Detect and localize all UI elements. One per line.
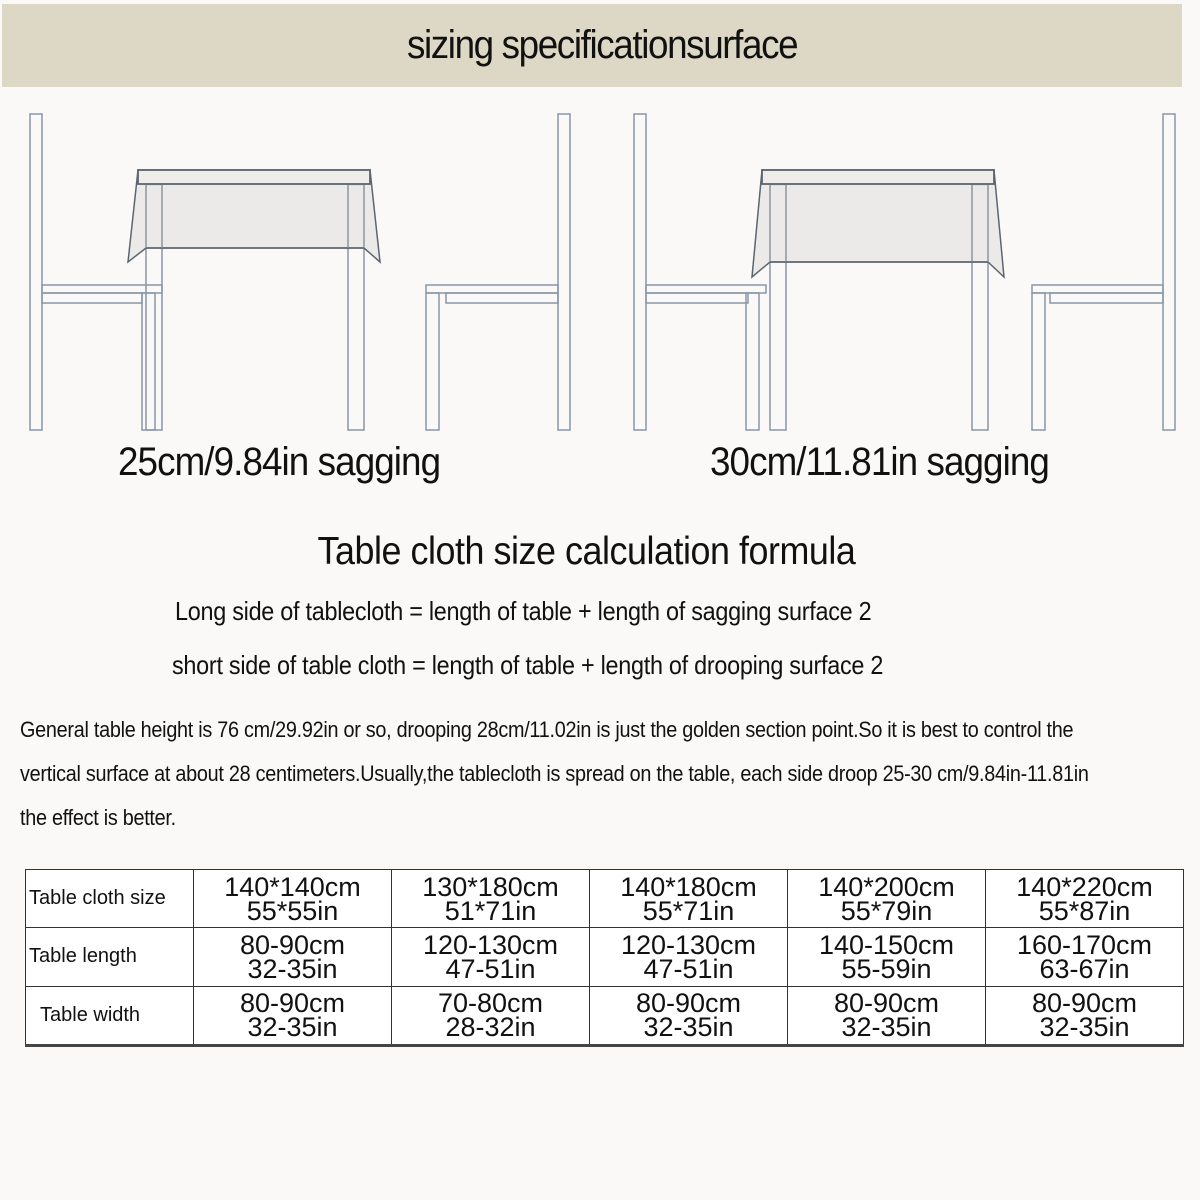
- table-cell: 80-90cm 32-35in: [788, 986, 986, 1045]
- formula-short-side: short side of table cloth = length of table + length of drooping surface 2: [172, 650, 884, 680]
- formula-long-side: Long side of tablecloth = length of table + length of sagging surface 2: [175, 596, 872, 626]
- table-cell: 80-90cm 32-35in: [194, 986, 392, 1045]
- table-cell: 120-130cm 47-51in: [392, 928, 590, 986]
- droop-guidance-note: General table height is 76 cm/29.92in or so, drooping 28cm/11.02in is just the golden section point.So it is best to control the vertical surface at about 28 centimeters.Usually,the tablecloth is spread on the table, each side droop 25-30 cm/9.84in-11.81in the effect is better.: [20, 717, 1089, 830]
- row-header: Table width: [26, 986, 194, 1045]
- table-row-width: [26, 986, 1184, 1045]
- table-cell: 140*220cm 55*87in: [986, 870, 1184, 928]
- table-cell: 80-90cm 32-35in: [986, 986, 1184, 1045]
- table-cell: 80-90cm 32-35in: [590, 986, 788, 1045]
- table-cell: 80-90cm 32-35in: [194, 928, 392, 986]
- size-table: [25, 869, 1184, 1047]
- formula-title: Table cloth size calculation formula: [317, 530, 856, 573]
- table-cell: 120-130cm 47-51in: [590, 928, 788, 986]
- table-with-chairs-illustration: [620, 100, 1200, 440]
- table-cell: 140*180cm 55*71in: [590, 870, 788, 928]
- table-diagram-30cm: [620, 100, 1200, 440]
- row-header: Table length: [26, 928, 194, 986]
- table-row-length: [26, 928, 1184, 986]
- row-header: Table cloth size: [26, 870, 194, 928]
- table-cell: 140-150cm 55-59in: [788, 928, 986, 986]
- sagging-label-30cm: 30cm/11.81in sagging: [710, 440, 1049, 484]
- sagging-label-25cm: 25cm/9.84in sagging: [118, 440, 441, 484]
- page-title: sizing specificationsurface: [406, 23, 798, 67]
- table-diagram-25cm: [20, 100, 600, 440]
- table-cell: 140*140cm 55*55in: [194, 870, 392, 928]
- table-cell: 70-80cm 28-32in: [392, 986, 590, 1045]
- header-band: [2, 4, 1182, 87]
- table-row-cloth-size: [26, 870, 1184, 928]
- table-cell: 130*180cm 51*71in: [392, 870, 590, 928]
- table-with-chairs-illustration: [20, 100, 600, 440]
- table-cell: 140*200cm 55*79in: [788, 870, 986, 928]
- table-cell: 160-170cm 63-67in: [986, 928, 1184, 986]
